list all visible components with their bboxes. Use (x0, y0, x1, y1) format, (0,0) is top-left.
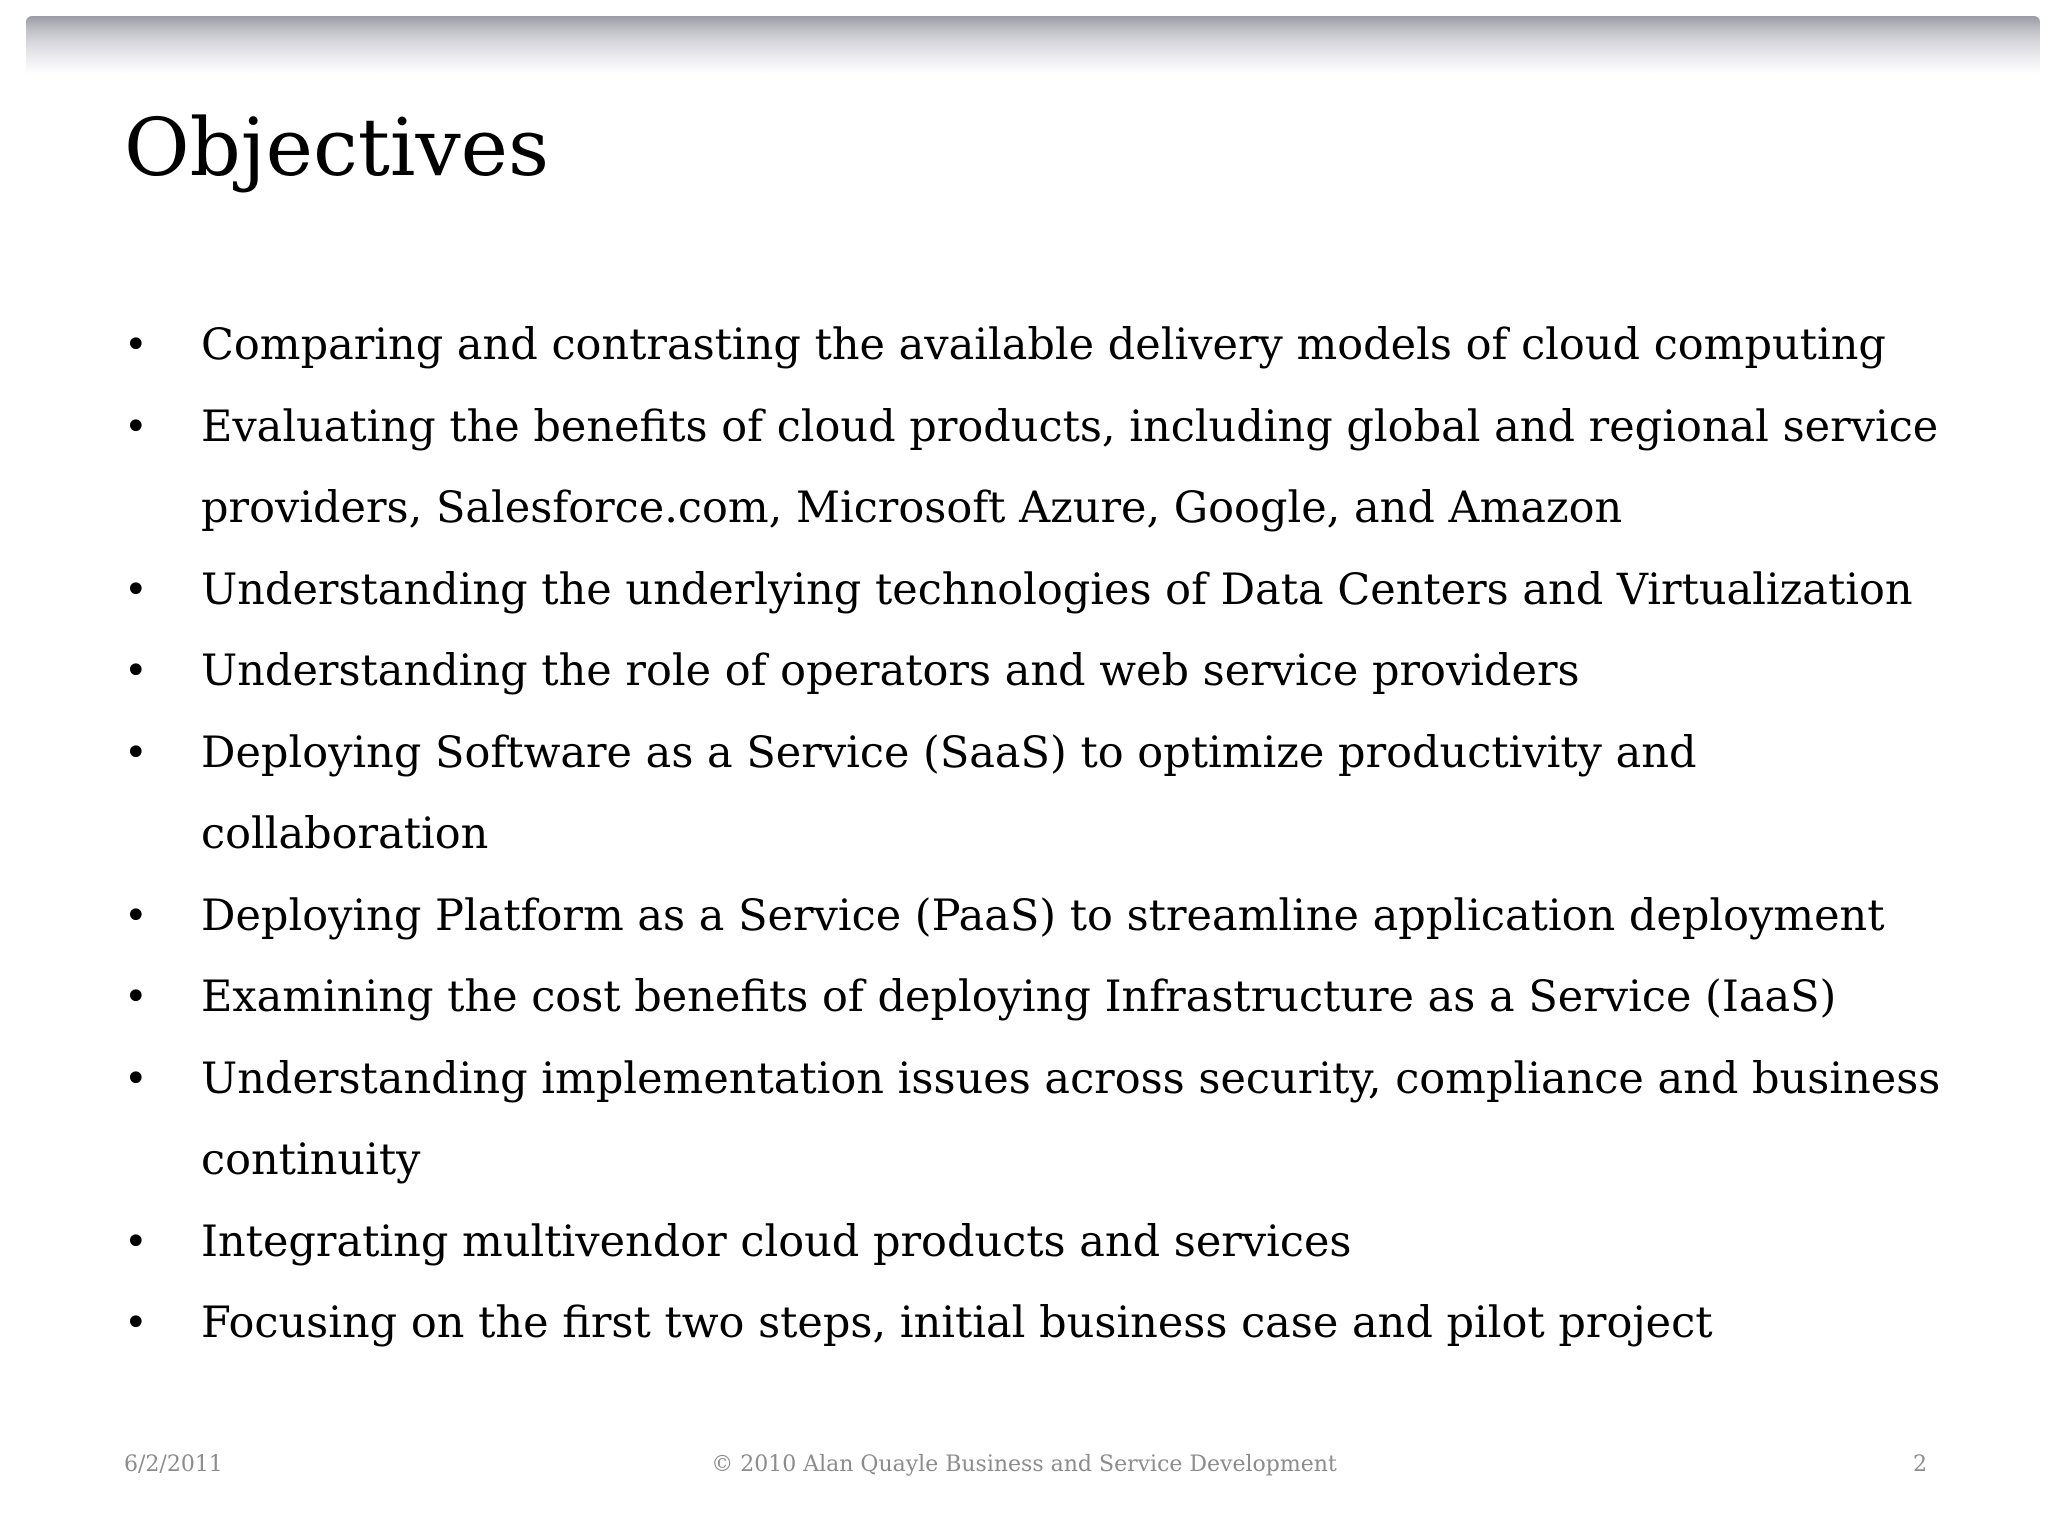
bullet-icon: • (124, 892, 148, 939)
bullet-icon: • (124, 1055, 148, 1102)
list-item-line: Comparing and contrasting the available delivery models of cloud computing (201, 320, 1886, 370)
list-item (124, 387, 2004, 550)
list-item-line: Integrating multivendor cloud products and services (201, 1216, 1352, 1267)
bullet-icon: • (124, 403, 148, 450)
bullet-icon: • (124, 974, 148, 1020)
list-item-line: Understanding the underlying technologies of Data Centers and Virtualization (201, 564, 1913, 615)
list-item-line: Evaluating the benefits of cloud products, including global and regional service (201, 401, 1939, 452)
footer-date: 6/2/2011 (124, 1452, 223, 1477)
list-item (124, 550, 2004, 632)
slide-header-bar (26, 16, 2040, 74)
list-item-line: providers, Salesforce.com, Microsoft Azure, Google, and Amazon (201, 483, 1623, 533)
bullet-icon: • (124, 1300, 148, 1346)
bullet-icon: • (124, 648, 148, 694)
list-item-line: collaboration (201, 809, 489, 859)
list-item (124, 713, 2004, 876)
bullet-icon: • (124, 1218, 148, 1265)
footer-copyright: © 2010 Alan Quayle Business and Service Development (711, 1452, 1337, 1477)
list-item (124, 305, 2004, 387)
objectives-list (124, 305, 2004, 1365)
list-item (124, 1283, 2004, 1365)
slide-title: Objectives (124, 101, 550, 194)
list-item-line: Understanding the role of operators and web service providers (201, 646, 1580, 696)
list-item (124, 876, 2004, 958)
list-item-line: Deploying Platform as a Service (PaaS) to streamline application deployment (201, 890, 1885, 941)
list-item-line: Deploying Software as a Service (SaaS) to optimize productivity and (201, 727, 1697, 778)
list-item-line: Examining the cost benefits of deploying Infrastructure as a Service (IaaS) (201, 972, 1837, 1022)
bullet-icon: • (124, 322, 148, 368)
list-item-line: Focusing on the first two steps, initial business case and pilot project (201, 1298, 1713, 1348)
list-item (124, 1202, 2004, 1284)
list-item-line: continuity (201, 1135, 421, 1185)
bullet-icon: • (124, 566, 148, 613)
list-item (124, 631, 2004, 713)
page-number: 2 (1913, 1452, 1927, 1477)
list-item-line: Understanding implementation issues across security, compliance and business (201, 1053, 1941, 1104)
bullet-icon: • (124, 729, 148, 776)
list-item (124, 957, 2004, 1039)
list-item (124, 1039, 2004, 1202)
